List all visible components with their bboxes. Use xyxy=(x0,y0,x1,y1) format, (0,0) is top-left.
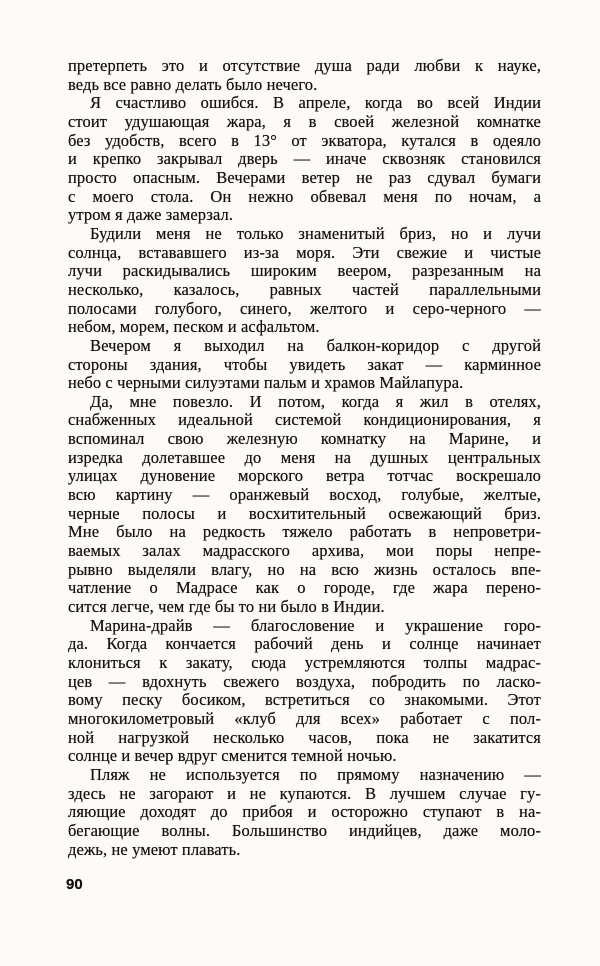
text-line-p4-l9: рывно выделяли влагу, но на всю жизнь осталось впе- xyxy=(68,559,541,579)
text-line-p5-l6: ной нагрузкой несколько часов, пока не закатится xyxy=(68,727,541,747)
text-line-p5-l2: клониться к закату, сюда устремляются толпы мадрас- xyxy=(68,653,541,672)
text-line-p3-l2: небо с черными силуэтами пальм и храмов Майлапура. xyxy=(68,373,464,393)
text-line-p2-l1: солнца, встававшего из-за моря. Эти свежие и чистые xyxy=(68,242,541,262)
text-line-p4-l7: Мне было на редкость тяжело работать в непроветри- xyxy=(68,522,541,542)
text-line-p2-l3: несколько, казалось, равных частей параллельными xyxy=(68,279,541,299)
text-line-p6-l4: дежь, не умеют плавать. xyxy=(68,839,241,859)
text-line-p4-l6: черные полосы и восхитительный освежающий бриз. xyxy=(68,503,541,523)
text-line-p6-l1: здесь не загорают и не купаются. В лучшем случае гу- xyxy=(68,783,541,803)
text-block xyxy=(68,57,541,859)
text-line-p5-l3: цев — вдохнуть свежего воздуха, побродить по ласко- xyxy=(68,671,541,691)
text-line-p1-l2: без удобств, всего в 13° от экватора, кутался в одеяло xyxy=(68,130,541,150)
text-line-p4-l11: сится легче, чем где бы то ни было в Индии. xyxy=(68,597,385,617)
text-line-p1-l5: с моего стола. Он нежно обвевал меня по ночам, а xyxy=(68,186,541,206)
text-line-p0-l1: ведь все равно делать было нечего. xyxy=(68,74,318,94)
text-line-p1-l3: и крепко закрывал дверь — иначе сквозняк становился xyxy=(68,149,541,169)
text-line-p1-l1: стоит удушающая жара, я в своей железной комнатке xyxy=(68,111,541,131)
text-line-p4-l8: ваемых залах мадрасского архива, мои поры непре- xyxy=(68,541,541,561)
text-line-p5-l1: да. Когда кончается рабочий день и солнце начинает xyxy=(68,634,541,654)
text-line-p4-l4: улицах дуновение морского ветра тотчас воскрешало xyxy=(68,466,541,486)
text-line-p1-l6: утром я даже замерзал. xyxy=(68,205,234,225)
text-line-p5-l4: вому песку босиком, встретиться со знакомыми. Этот xyxy=(68,690,541,710)
text-line-p4-l3: изредка долетавшее до меня на душных центральных xyxy=(68,447,541,467)
page-number: 90 xyxy=(66,876,83,893)
text-line-p3-l0: Вечером я выходил на балкон-коридор с другой xyxy=(90,335,541,355)
text-line-p5-l7: солнце и вечер вдруг сменится темной ночью. xyxy=(68,746,397,766)
text-line-p4-l1: снабженных идеальной системой кондиционирования, я xyxy=(68,410,541,430)
text-line-p5-l0: Марина-драйв — благословение и украшение горо- xyxy=(90,615,541,635)
text-line-p0-l0: претерпеть это и отсутствие душа ради любви к науке, xyxy=(68,56,541,75)
text-line-p2-l2: лучи раскидывались широким веером, разрезанным на xyxy=(68,261,541,281)
text-line-p5-l5: многокилометровый «клуб для всех» работает с пол- xyxy=(68,708,541,728)
text-line-p1-l4: просто опасным. Вечерами ветер не раз сдувал бумаги xyxy=(68,167,541,187)
text-line-p4-l10: чатление о Мадрасе как о городе, где жара перено- xyxy=(68,578,541,598)
text-line-p4-l0: Да, мне повезло. И потом, когда я жил в отелях, xyxy=(90,391,541,411)
text-line-p2-l5: небом, морем, песком и асфальтом. xyxy=(68,317,320,337)
text-line-p6-l2: ляющие доходят до прибоя и осторожно ступают в на- xyxy=(68,802,541,822)
text-line-p6-l3: бегающие волны. Большинство индийцев, даже моло- xyxy=(68,820,541,840)
text-line-p4-l2: вспоминал свою железную комнатку на Марине, и xyxy=(68,429,541,449)
text-line-p2-l4: полосами голубого, синего, желтого и серо-черного — xyxy=(68,298,541,318)
text-line-p2-l0: Будили меня не только знаменитый бриз, но и лучи xyxy=(90,223,541,243)
text-line-p6-l0: Пляж не используется по прямому назначению — xyxy=(90,764,541,784)
text-line-p4-l5: всю картину — оранжевый восход, голубые, желтые, xyxy=(68,485,541,505)
text-line-p3-l1: стороны здания, чтобы увидеть закат — карминное xyxy=(68,354,541,374)
text-line-p1-l0: Я счастливо ошибся. В апреле, когда во всей Индии xyxy=(90,93,541,113)
